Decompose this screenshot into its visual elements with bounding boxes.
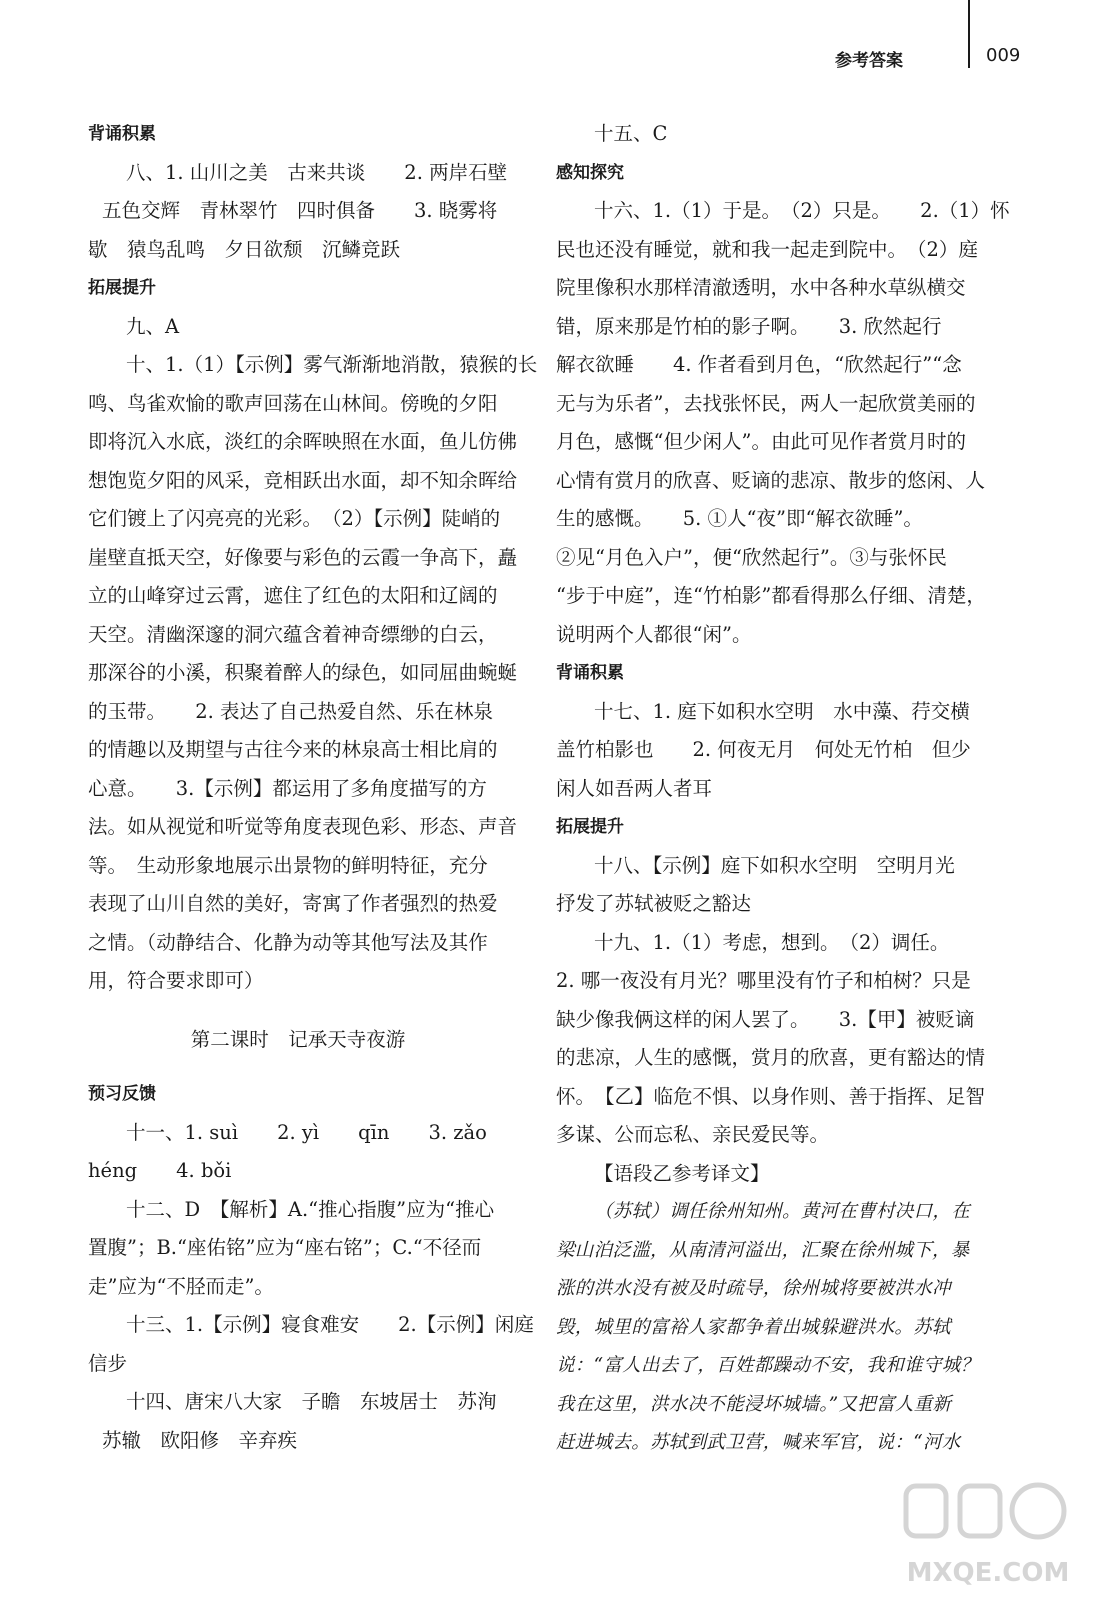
answer-line: 信步 (88, 1351, 128, 1375)
answer-line: 错，原来那是竹柏的影子啊。 3. 欣然起行 (556, 314, 942, 338)
answer-line: 五色交辉 青林翠竹 四时俱备 3. 晓雾将 (102, 199, 498, 222)
section-heading: 拓展提升 (556, 817, 624, 837)
answer-line: “步于中庭”，连“竹柏影”都看得那么仔细、清楚， (556, 584, 986, 607)
answer-line: 十四、唐宋八大家 子瞻 东坡居士 苏洵 (126, 1390, 497, 1413)
spacer (88, 1059, 508, 1075)
answer-line: 无与为乐者”，去找张怀民，两人一起欣赏美丽的 (556, 391, 976, 415)
answer-line: 怀。 【乙】临危不惧、以身作则、善于指挥、足智 (556, 1084, 986, 1108)
answer-line: 表现了山川自然的美好，寄寓了作者强烈的热爱 (88, 892, 498, 915)
page-number: 009 (986, 45, 1021, 66)
answer-line: ②见“月色入户”，便“欣然起行”。③与张怀民 (556, 545, 947, 569)
answer-line: 心情有赏月的欣喜、贬谪的悲凉、散步的悠闲、人 (556, 468, 986, 492)
answer-line: 九、A (126, 314, 180, 338)
answer-line: 置腹”；B.“座佑铭”应为“座右铭”；C.“不径而 (88, 1236, 482, 1259)
translation-line: 梁山泊泛滥，从南清河溢出，汇聚在徐州城下，暴 (556, 1239, 970, 1261)
answer-line: 缺少像我俩这样的闲人罢了。 3.【甲】被贬谪 (556, 1007, 975, 1031)
answer-line: 之情。（动静结合、化静为动等其他写法及其作 (88, 930, 488, 954)
lesson-title: 第二课时 记承天寺夜游 (190, 1027, 406, 1051)
answer-line: 十八、【示例】庭下如积水空明 空明月光 (594, 853, 955, 877)
answer-line: 的情趣以及期望与古往今来的林泉高士相比肩的 (88, 738, 498, 761)
answer-line: héng 4. bǒi (88, 1159, 232, 1182)
answer-line: 鸣、鸟雀欢愉的歌声回荡在山林间。傍晚的夕阳 (88, 391, 498, 415)
answer-line: 歇 猿鸟乱鸣 夕日欲颓 沉鳞竞跃 (88, 237, 401, 261)
translation-line: 说：“富人出去了，百姓都躁动不安，我和谁守城？ (556, 1355, 980, 1376)
translation-heading: 【语段乙参考译文】 (594, 1161, 770, 1185)
answer-line: 苏辙 欧阳修 辛弃疾 (102, 1428, 298, 1452)
translation-line: 我在这里，洪水决不能浸坏城墙。”又把富人重新 (556, 1393, 952, 1415)
answer-line: 生的感慨。 5. ①人“夜”即“解衣欲睡”。 (556, 507, 923, 530)
answer-line: 十五、C (594, 122, 668, 145)
answer-line: 2. 哪一夜没有月光？哪里没有竹子和柏树？只是 (556, 969, 971, 992)
answer-line: 的玉带。 2. 表达了自己热爱自然、乐在林泉 (88, 699, 494, 723)
spacer (88, 1001, 508, 1021)
watermark-logo (898, 1478, 1078, 1588)
answer-line: 民也还没有睡觉，就和我一起走到院中。 （2）庭 (556, 237, 978, 261)
answer-line: 法。如从视觉和听觉等角度表现色彩、形态、声音 (88, 815, 518, 838)
answer-line: 的悲凉，人生的感慨，赏月的欣喜，更有豁达的情 (556, 1046, 986, 1069)
answer-line: 心意。 3.【示例】都运用了多角度描写的方 (88, 776, 487, 800)
answer-line: 即将沉入水底，淡红的余晖映照在水面，鱼儿仿佛 (88, 430, 518, 453)
answer-line: 解衣欲睡 4. 作者看到月色，“欣然起行”“念 (556, 353, 962, 376)
section-heading: 感知探究 (556, 162, 624, 183)
answer-line: 十、1.（1）【示例】雾气渐渐地消散，猿猴的长 (126, 353, 538, 376)
answer-line: 抒发了苏轼被贬之豁达 (556, 892, 752, 915)
section-heading: 背诵积累 (556, 663, 624, 683)
answer-line: 说明两个人都很“闲”。 (556, 622, 752, 646)
answer-line: 院里像积水那样清澈透明，水中各种水草纵横交 (556, 276, 966, 299)
answer-line: 走”应为“不胫而走”。 (88, 1274, 274, 1298)
answer-line: 月色，感慨“但少闲人”。由此可见作者赏月时的 (556, 430, 966, 453)
answer-line: 那深谷的小溪，积聚着醉人的绿色，如同屈曲蜿蜒 (88, 661, 518, 684)
answer-line: 十三、1.【示例】寝食难安 2.【示例】闲庭 (126, 1313, 534, 1336)
translation-line: 涨的洪水没有被及时疏导，徐州城将要被洪水冲 (556, 1278, 951, 1299)
answer-line: 十一、1. suì 2. yì qīn 3. zǎo (126, 1120, 487, 1144)
translation-line: 毁，城里的富裕人家都争着出城躲避洪水。苏轼 (556, 1316, 951, 1338)
answer-line: 用，符合要求即可） (88, 969, 264, 992)
translation-line: （苏轼）调任徐州知州。黄河在曹村决口，在 (594, 1201, 971, 1222)
answer-line: 十二、D 【解析】A.“推心指腹”应为“推心 (126, 1197, 495, 1221)
left-column (88, 115, 538, 1460)
translation-line: 赶进城去。苏轼到武卫营，喊来军官，说：“河水 (556, 1432, 961, 1453)
section-heading: 预习反馈 (88, 1084, 156, 1104)
answer-line: 想饱览夕阳的风采，竞相跃出水面，却不知余晖给 (88, 468, 518, 492)
answer-line: 十九、1.（1）考虑，想到。 （2）调任。 (594, 930, 950, 954)
section-heading: 背诵积累 (88, 124, 156, 144)
watermark-icon (898, 1478, 1078, 1558)
header-label: 参考答案 (835, 51, 903, 71)
answer-line: 等。 生动形象地展示出景物的鲜明特征，充分 (88, 853, 488, 877)
section-heading: 拓展提升 (88, 278, 156, 298)
answer-line: 八、1. 山川之美 古来共谈 2. 两岸石壁 (126, 160, 508, 184)
answer-line: 十七、1. 庭下如积水空明 水中藻、荇交横 (594, 699, 970, 723)
answer-line: 它们镀上了闪亮亮的光彩。 （2）【示例】陡峭的 (88, 507, 501, 530)
answer-line: 盖竹柏影也 2. 何夜无月 何处无竹柏 但少 (556, 738, 971, 761)
header-divider (968, 0, 970, 68)
answer-line: 立的山峰穿过云霄，遮住了红色的太阳和辽阔的 (88, 584, 498, 607)
answer-line: 多谋、公而忘私、亲民爱民等。 (556, 1123, 830, 1146)
answer-line: 十六、1.（1）于是。 （2）只是。 2.（1）怀 (594, 199, 1010, 222)
answer-line: 崖壁直抵天空，好像要与彩色的云霞一争高下，矗 (88, 545, 518, 569)
answer-line: 天空。清幽深邃的洞穴蕴含着神奇缥缈的白云， (88, 622, 498, 646)
watermark-text: MXQE.COM (906, 1558, 1070, 1588)
answer-line: 闲人如吾两人者耳 (556, 776, 713, 800)
right-column (556, 115, 1010, 1463)
